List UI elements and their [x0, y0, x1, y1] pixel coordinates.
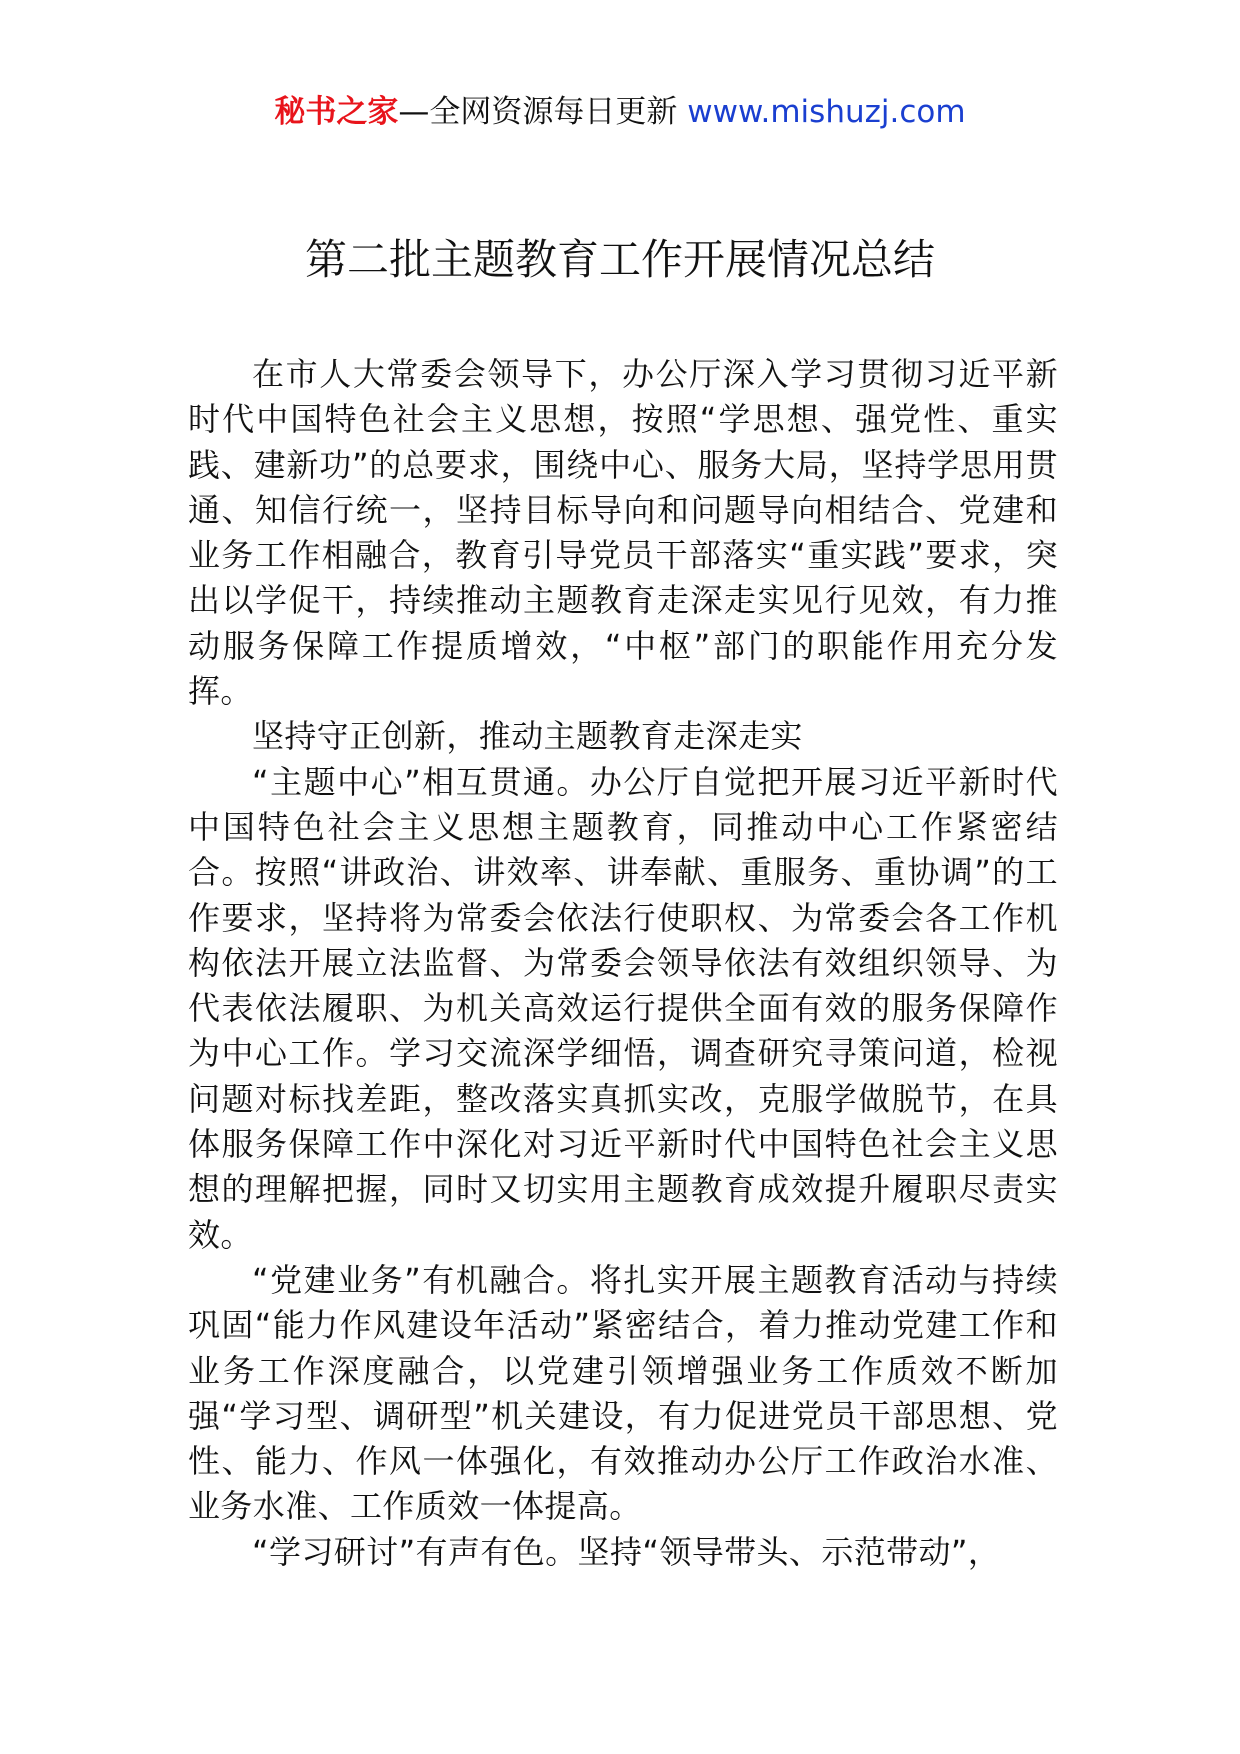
- paragraph-intro: 在市人大常委会领导下，办公厅深入学习贯彻习近平新时代中国特色社会主义思想，按照“学思想、强党性、重实践、建新功”的总要求，围绕中心、服务大局，坚持学思用贯通、知信行统一，坚持目标导向和问题导向相结合、党建和业务工作相融合，教育引导党员干部落实“重实践”要求，突出以学促干，持续推动主题教育走深走实见行见效，有力推动服务保障工作提质增效，“中枢”部门的职能作用充分发挥。: [188, 355, 1058, 711]
- paragraph-study-discussion: “学习研讨”有声有色。坚持“领导带头、示范带动”，: [252, 1532, 1001, 1571]
- site-url-link[interactable]: www.mishuzj.com: [687, 94, 966, 130]
- section-heading: 坚持守正创新，推动主题教育走深走实: [252, 717, 803, 756]
- paragraph-theme-center: “主题中心”相互贯通。办公厅自觉把开展习近平新时代中国特色社会主义思想主题教育，同推动中心工作紧密结合。按照“讲政治、讲效率、讲奉献、重服务、重协调”的工作要求，坚持将为常委会依法行使职权、为常委会各工作机构依法开展立法监督、为常委会领导依法有效组织领导、为代表依法履职、为机关高效运行提供全面有效的服务保障作为中心工作。学习交流深学细悟，调查研究寻策问道，检视问题对标找差距，整改落实真抓实改，克服学做脱节，在具体服务保障工作中深化对习近平新时代中国特色社会主义思想的理解把握，同时又切实用主题教育成效提升履职尽责实效。: [188, 762, 1058, 1254]
- document-title: 第二批主题教育工作开展情况总结: [304, 235, 935, 284]
- site-slogan: —全网资源每日更新: [398, 94, 678, 130]
- paragraph-party-business: “党建业务”有机融合。将扎实开展主题教育活动与持续巩固“能力作风建设年活动”紧密结合，着力推动党建工作和业务工作深度融合，以党建引领增强业务工作质效不断加强“学习型、调研型”机关建设，有力促进党员干部思想、党性、能力、作风一体强化，有效推动办公厅工作政治水准、业务水准、工作质效一体提高。: [188, 1260, 1058, 1526]
- site-brand: 秘书之家: [274, 94, 399, 130]
- site-header: [0, 92, 1240, 132]
- document-body: [188, 352, 1058, 1575]
